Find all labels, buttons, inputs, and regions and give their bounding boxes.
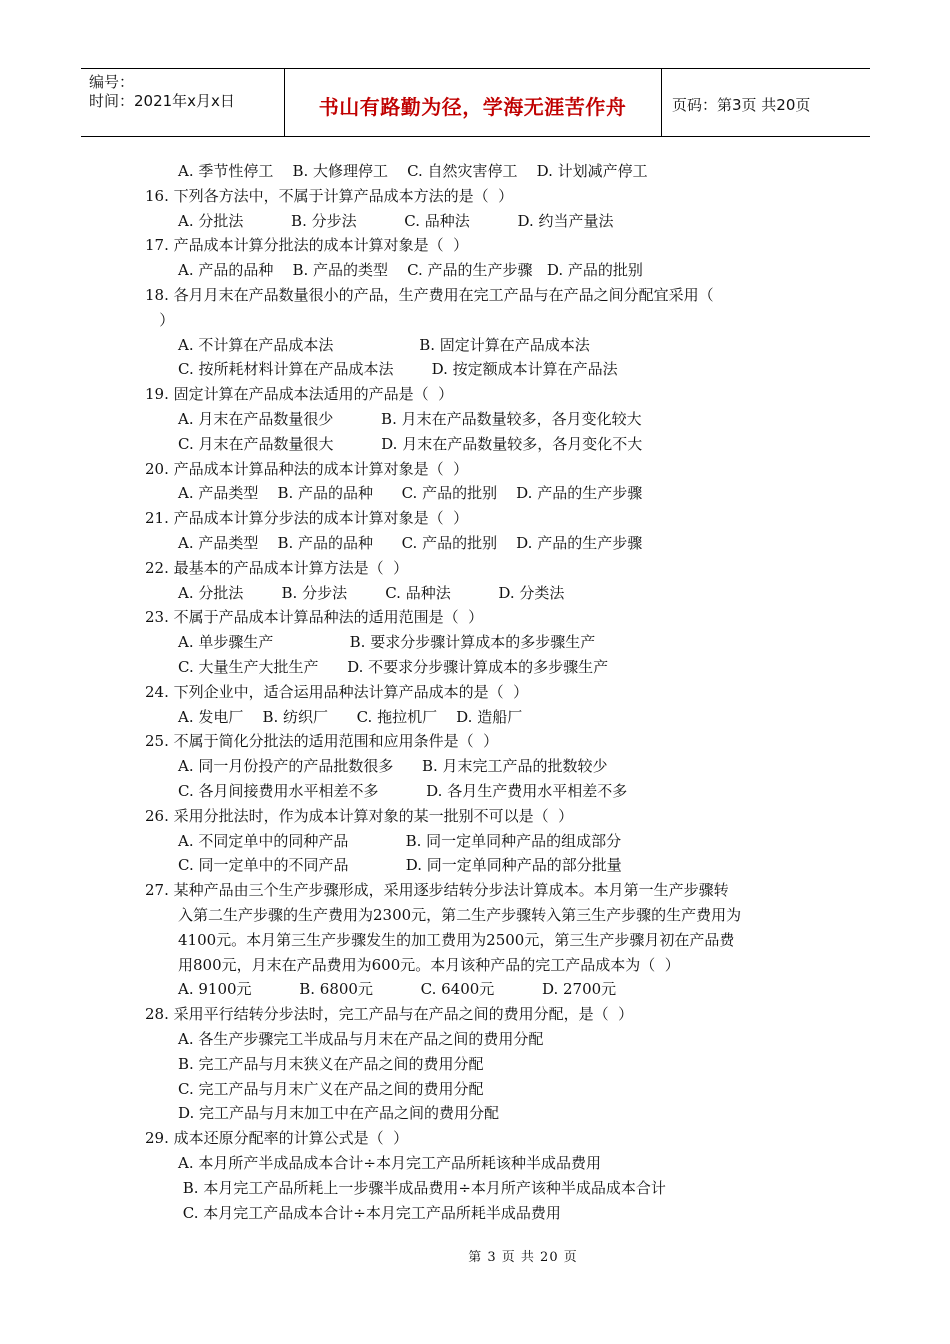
header-page-cell <box>662 69 870 136</box>
question-line: 25. 不属于简化分批法的适用范围和应用条件是（ ） <box>145 732 499 751</box>
option-line: 入第二生产步骤的生产费用为2300元，第二生产步骤转入第三生产步骤的生产费用为 <box>178 906 742 924</box>
option-line: A. 9100元 B. 6800元 C. 6400元 D. 2700元 <box>178 980 617 999</box>
option-line: A. 不同定单中的同种产品 B. 同一定单同种产品的组成部分 <box>178 831 622 850</box>
option-line: B. 完工产品与月末狭义在产品之间的费用分配 <box>178 1054 484 1073</box>
option-line: A. 季节性停工 B. 大修理停工 C. 自然灾害停工 D. 计划减产停工 <box>178 162 648 180</box>
header-motto-cell <box>284 69 662 136</box>
header-info-cell <box>81 69 285 136</box>
option-line: C. 各月间接费用水平相差不多 D. 各月生产费用水平相差不多 <box>178 782 628 800</box>
header-motto: 书山有路勤为径，学海无涯苦作舟 <box>318 95 627 119</box>
question-line: 18. 各月月末在产品数量很小的产品，生产费用在完工产品与在产品之间分配宜采用（ <box>145 286 714 304</box>
option-line: A. 产品的品种 B. 产品的类型 C. 产品的生产步骤 D. 产品的批别 <box>178 261 643 280</box>
option-line: 4100元。本月第三生产步骤发生的加工费用为2500元，第三生产步骤月初在产品费 <box>178 930 735 949</box>
question-line: ） <box>145 310 175 329</box>
question-line: 29. 成本还原分配率的计算公式是（ ） <box>145 1129 409 1148</box>
question-line: 16. 下列各方法中，不属于计算产品成本方法的是（ ） <box>145 186 514 205</box>
question-line: 22. 最基本的产品成本计算方法是（ ） <box>145 558 409 577</box>
footer-page-number: 第 3 页 共 20 页 <box>468 1250 578 1265</box>
option-line: D. 完工产品与月末加工中在产品之间的费用分配 <box>178 1104 500 1123</box>
option-line: A. 同一月份投产的产品批数很多 B. 月末完工产品的批数较少 <box>178 757 608 776</box>
document-number-label: 编号： <box>89 73 135 91</box>
question-line: 24. 下列企业中，适合运用品种法计算产品成本的是（ ） <box>145 682 529 701</box>
question-line: 21. 产品成本计算分步法的成本计算对象是（ ） <box>145 509 469 528</box>
question-line: 26. 采用分批法时，作为成本计算对象的某一批别不可以是（ ） <box>145 806 574 825</box>
option-line: A. 本月所产半成品成本合计÷本月完工产品所耗该种半成品费用 <box>178 1154 601 1172</box>
option-line: A. 单步骤生产 B. 要求分步骤计算成本的多步骤生产 <box>178 633 596 652</box>
option-line: A. 分批法 B. 分步法 C. 品种法 D. 分类法 <box>178 583 565 602</box>
option-line: A. 产品类型 B. 产品的品种 C. 产品的批别 D. 产品的生产步骤 <box>178 534 643 552</box>
option-line: C. 完工产品与月末广义在产品之间的费用分配 <box>178 1079 484 1098</box>
question-line: 19. 固定计算在产品成本法适用的产品是（ ） <box>145 385 454 404</box>
document-date-label: 时间：2021年x月x日 <box>89 92 235 110</box>
question-line: 28. 采用平行结转分步法时，完工产品与在产品之间的费用分配，是（ ） <box>145 1005 634 1024</box>
option-line: B. 本月完工产品所耗上一步骤半成品费用÷本月所产该种半成品成本合计 <box>178 1178 666 1197</box>
question-line: 17. 产品成本计算分批法的成本计算对象是（ ） <box>145 236 469 255</box>
question-line: 27. 某种产品由三个生产步骤形成，采用逐步结转分步法计算成本。本月第一生产步骤转 <box>145 881 729 900</box>
option-line: C. 月末在产品数量很大 D. 月末在产品数量较多，各月变化不大 <box>178 434 643 453</box>
option-line: A. 不计算在产品成本法 B. 固定计算在产品成本法 <box>178 335 590 354</box>
option-line: A. 发电厂 B. 纺织厂 C. 拖拉机厂 D. 造船厂 <box>178 707 523 726</box>
question-line: 20. 产品成本计算品种法的成本计算对象是（ ） <box>145 459 469 478</box>
page-header <box>81 68 870 137</box>
option-line: C. 大量生产大批生产 D. 不要求分步骤计算成本的多步骤生产 <box>178 658 609 676</box>
header-page-number: 页码：第3页 共20页 <box>672 96 811 114</box>
option-line: A. 分批法 B. 分步法 C. 品种法 D. 约当产量法 <box>178 211 614 230</box>
option-line: A. 月末在产品数量很少 B. 月末在产品数量较多，各月变化较大 <box>178 410 642 428</box>
page-footer <box>0 1246 950 1265</box>
option-line: 用800元，月末在产品费用为600元。本月该种产品的完工产品成本为（ ） <box>178 955 680 974</box>
option-line: C. 同一定单中的不同产品 D. 同一定单同种产品的部分批量 <box>178 856 622 875</box>
option-line: C. 按所耗材料计算在产品成本法 D. 按定额成本计算在产品法 <box>178 360 618 379</box>
option-line: A. 各生产步骤完工半成品与月末在产品之间的费用分配 <box>178 1030 544 1048</box>
option-line: A. 产品类型 B. 产品的品种 C. 产品的批别 D. 产品的生产步骤 <box>178 484 643 503</box>
option-line: C. 本月完工产品成本合计÷本月完工产品所耗半成品费用 <box>178 1203 561 1222</box>
question-line: 23. 不属于产品成本计算品种法的适用范围是（ ） <box>145 608 484 627</box>
